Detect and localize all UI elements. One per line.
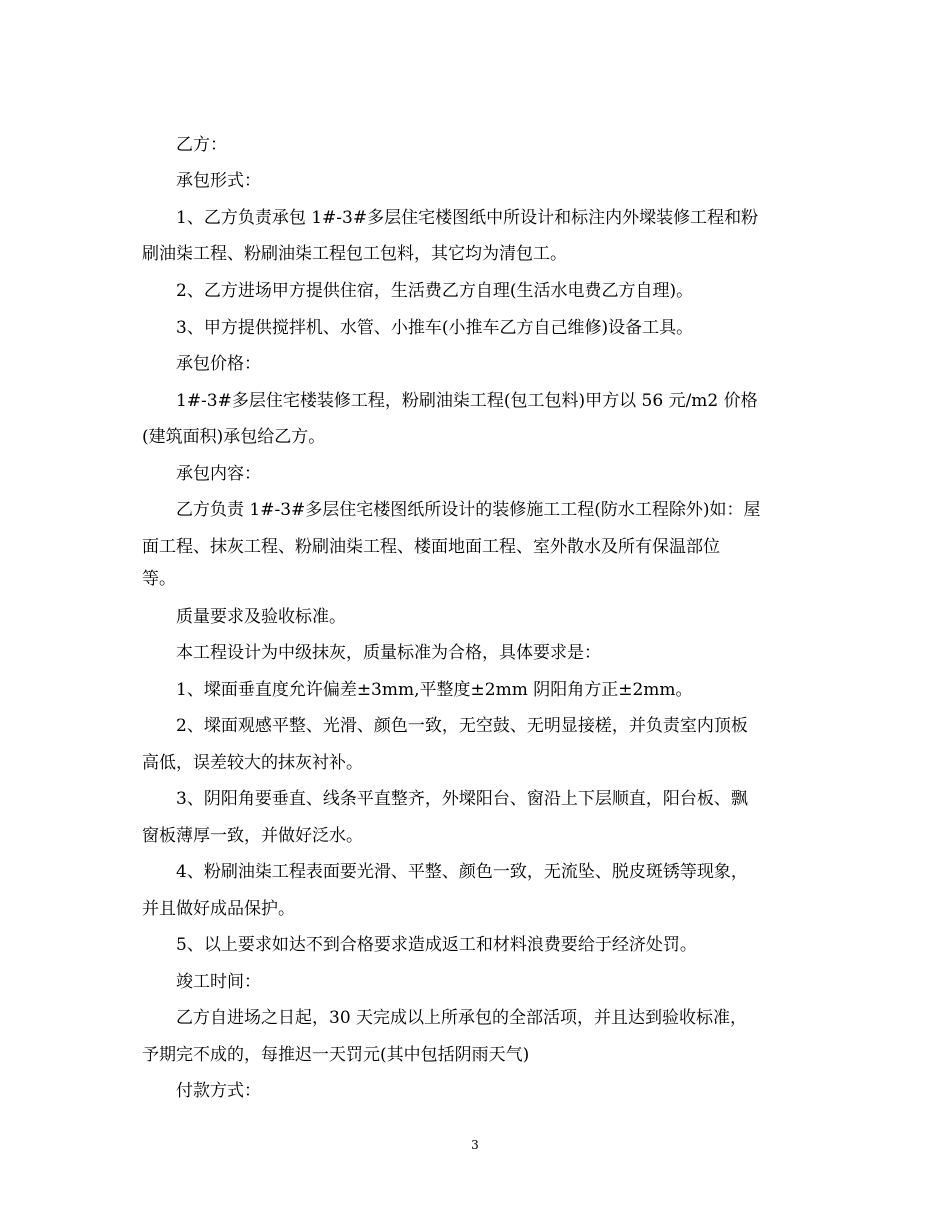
paragraph-line: 等。: [142, 569, 176, 589]
paragraph-line: 乙方负责 1#-3#多层住宅楼图纸所设计的装修施工工程(防水工程除外)如：屋: [176, 500, 761, 520]
paragraph-line: 3、甲方提供搅拌机、水管、小推车(小推车乙方自己维修)设备工具。: [176, 318, 694, 338]
paragraph-line: 1#-3#多层住宅楼装修工程，粉刷油柒工程(包工包料)甲方以 56 元/m2 价格: [176, 391, 758, 411]
paragraph-line: 高低，误差较大的抹灰衬补。: [142, 753, 363, 773]
paragraph-line: 5、以上要求如达不到合格要求造成返工和材料浪费要给于经济处罚。: [176, 935, 697, 955]
paragraph-line: 2、墚面观感平整、光滑、颜色一致，无空鼓、无明显接槎，并负责室内顶板: [176, 716, 748, 736]
heading-contract-price: 承包价格：: [176, 354, 261, 374]
paragraph-line: 刷油柒工程、粉刷油柒工程包工包料，其它均为清包工。: [142, 244, 567, 264]
paragraph-line: 4、粉刷油柒工程表面要光滑、平整、颜色一致，无流坠、脱皮斑锈等现象，: [176, 862, 748, 882]
heading-quality-requirements: 质量要求及验收标准。: [176, 607, 346, 627]
paragraph-line: 2、乙方进场甲方提供住宿，生活费乙方自理(生活水电费乙方自理)。: [176, 281, 694, 301]
paragraph-party-b: 乙方：: [176, 135, 227, 155]
heading-payment-method: 付款方式：: [176, 1081, 261, 1101]
paragraph-line: 3、阴阳角要垂直、线条平直整齐，外墚阳台、窗沿上下层顺直，阳台板、飘: [176, 789, 748, 809]
heading-completion-time: 竣工时间：: [176, 972, 261, 992]
heading-contract-content: 承包内容：: [176, 464, 261, 484]
paragraph-line: 1、乙方负责承包 1#-3#多层住宅楼图纸中所设计和标注内外墚装修工程和粉: [176, 208, 759, 228]
paragraph-line: 并且做好成品保护。: [142, 899, 295, 919]
paragraph-line: 乙方自进场之日起，30 天完成以上所承包的全部活项，并且达到验收标准，: [176, 1008, 748, 1028]
paragraph-line: (建筑面积)承包给乙方。: [142, 427, 326, 447]
page-number: 3: [471, 1138, 479, 1152]
paragraph-line: 窗板薄厚一致，并做好泛水。: [142, 826, 363, 846]
paragraph-line: 予期完不成的，每推迟一天罚元(其中包括阴雨天气): [142, 1045, 530, 1065]
paragraph-line: 面工程、抹灰工程、粉刷油柒工程、楼面地面工程、室外散水及所有保温部位: [142, 537, 720, 557]
heading-contract-form: 承包形式：: [176, 171, 261, 191]
paragraph-line: 本工程设计为中级抹灰，质量标准为合格，具体要求是：: [176, 643, 601, 663]
paragraph-line: 1、墚面垂直度允许偏差±3mm,平整度±2mm 阴阳角方正±2mm。: [176, 680, 693, 700]
